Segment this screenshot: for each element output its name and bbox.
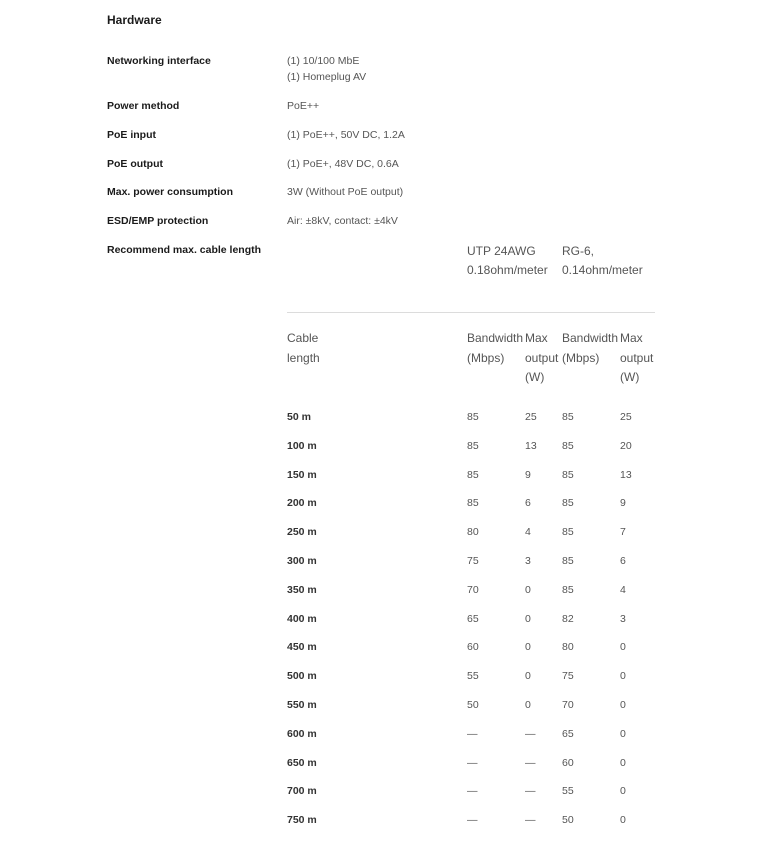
spec-value-esd-protection: Air: ±8kV, contact: ±4kV	[287, 215, 398, 227]
row-rg6-output: 7	[620, 526, 626, 538]
row-rg6-output: 0	[620, 641, 626, 653]
row-utp-output: 9	[525, 469, 531, 481]
row-rg6-bandwidth: 70	[562, 699, 574, 711]
group-utp-line2: 0.18ohm/meter	[467, 263, 548, 277]
row-rg6-output: 13	[620, 469, 632, 481]
row-utp-bandwidth: 85	[467, 497, 479, 509]
row-length: 550 m	[287, 699, 317, 711]
row-rg6-bandwidth: 60	[562, 757, 574, 769]
section-title: Hardware	[107, 13, 162, 27]
row-utp-bandwidth: 50	[467, 699, 479, 711]
row-rg6-output: 3	[620, 613, 626, 625]
row-rg6-bandwidth: 50	[562, 814, 574, 826]
row-utp-output: 0	[525, 641, 531, 653]
row-rg6-bandwidth: 82	[562, 613, 574, 625]
row-utp-bandwidth: 75	[467, 555, 479, 567]
row-utp-output: 25	[525, 411, 537, 423]
col-header-utp-bandwidth-2: (Mbps)	[467, 351, 505, 365]
row-utp-bandwidth: 80	[467, 526, 479, 538]
row-utp-bandwidth: —	[467, 757, 478, 769]
row-utp-output: —	[525, 757, 536, 769]
col-header-utp-output-2: output	[525, 351, 559, 365]
row-length: 650 m	[287, 757, 317, 769]
spec-value-max-power: 3W (Without PoE output)	[287, 186, 404, 198]
row-utp-output: 4	[525, 526, 531, 538]
row-rg6-bandwidth: 85	[562, 526, 574, 538]
row-rg6-output: 0	[620, 785, 626, 797]
row-utp-output: 0	[525, 699, 531, 711]
row-length: 600 m	[287, 728, 317, 740]
row-utp-output: —	[525, 814, 536, 826]
row-length: 50 m	[287, 411, 311, 423]
row-rg6-output: 9	[620, 497, 626, 509]
row-rg6-output: 4	[620, 584, 626, 596]
col-header-rg6-bandwidth-2: (Mbps)	[562, 351, 600, 365]
spec-label-max-power: Max. power consumption	[107, 186, 234, 198]
row-utp-bandwidth: —	[467, 728, 478, 740]
row-length: 250 m	[287, 526, 317, 538]
spec-label-cable-length: Recommend max. cable length	[107, 244, 262, 256]
row-utp-output: 13	[525, 440, 537, 452]
table-divider	[287, 312, 655, 313]
row-utp-bandwidth: 55	[467, 670, 479, 682]
row-rg6-output: 0	[620, 757, 626, 769]
row-utp-output: 6	[525, 497, 531, 509]
spec-value-poe-output: (1) PoE+, 48V DC, 0.6A	[287, 158, 399, 170]
spec-value-networking-interface-1: (1) 10/100 MbE	[287, 55, 360, 67]
col-header-utp-output-3: (W)	[525, 370, 545, 384]
row-rg6-output: 25	[620, 411, 632, 423]
row-utp-output: 0	[525, 584, 531, 596]
row-rg6-bandwidth: 65	[562, 728, 574, 740]
row-utp-bandwidth: 65	[467, 613, 479, 625]
row-rg6-output: 0	[620, 670, 626, 682]
group-utp-line1: UTP 24AWG	[467, 244, 536, 258]
group-rg6-line2: 0.14ohm/meter	[562, 263, 643, 277]
spec-label-poe-output: PoE output	[107, 158, 163, 170]
row-utp-output: 0	[525, 613, 531, 625]
row-rg6-bandwidth: 75	[562, 670, 574, 682]
group-rg6-line1: RG-6,	[562, 244, 595, 258]
row-utp-bandwidth: 70	[467, 584, 479, 596]
row-utp-bandwidth: 85	[467, 411, 479, 423]
row-utp-bandwidth: —	[467, 814, 478, 826]
spec-label-esd-protection: ESD/EMP protection	[107, 215, 209, 227]
row-length: 700 m	[287, 785, 317, 797]
row-rg6-output: 20	[620, 440, 632, 452]
row-utp-output: 0	[525, 670, 531, 682]
row-rg6-output: 6	[620, 555, 626, 567]
spec-label-power-method: Power method	[107, 100, 180, 112]
row-rg6-bandwidth: 80	[562, 641, 574, 653]
row-length: 300 m	[287, 555, 317, 567]
row-length: 150 m	[287, 469, 317, 481]
row-rg6-bandwidth: 85	[562, 469, 574, 481]
row-length: 400 m	[287, 613, 317, 625]
row-rg6-bandwidth: 85	[562, 584, 574, 596]
col-header-rg6-bandwidth-1: Bandwidth	[562, 331, 619, 345]
row-utp-output: —	[525, 728, 536, 740]
row-rg6-bandwidth: 85	[562, 411, 574, 423]
row-utp-bandwidth: 85	[467, 440, 479, 452]
row-utp-bandwidth: 60	[467, 641, 479, 653]
spec-label-poe-input: PoE input	[107, 129, 156, 141]
row-rg6-output: 0	[620, 814, 626, 826]
spec-value-power-method: PoE++	[287, 100, 320, 112]
col-header-rg6-output-1: Max	[620, 331, 643, 345]
spec-value-networking-interface-2: (1) Homeplug AV	[287, 71, 367, 83]
col-header-rg6-output-2: output	[620, 351, 654, 365]
row-rg6-bandwidth: 55	[562, 785, 574, 797]
row-length: 450 m	[287, 641, 317, 653]
col-header-utp-bandwidth-1: Bandwidth	[467, 331, 524, 345]
spec-value-poe-input: (1) PoE++, 50V DC, 1.2A	[287, 129, 405, 141]
row-utp-output: —	[525, 785, 536, 797]
row-length: 100 m	[287, 440, 317, 452]
row-length: 750 m	[287, 814, 317, 826]
col-header-rg6-output-3: (W)	[620, 370, 640, 384]
row-rg6-bandwidth: 85	[562, 440, 574, 452]
row-rg6-output: 0	[620, 728, 626, 740]
spec-label-networking-interface: Networking interface	[107, 55, 211, 67]
col-header-length-1: Cable	[287, 331, 319, 345]
col-header-utp-output-1: Max	[525, 331, 548, 345]
row-rg6-bandwidth: 85	[562, 497, 574, 509]
row-rg6-output: 0	[620, 699, 626, 711]
row-length: 500 m	[287, 670, 317, 682]
row-length: 200 m	[287, 497, 317, 509]
row-utp-bandwidth: —	[467, 785, 478, 797]
row-length: 350 m	[287, 584, 317, 596]
row-utp-output: 3	[525, 555, 531, 567]
row-utp-bandwidth: 85	[467, 469, 479, 481]
col-header-length-2: length	[287, 351, 320, 365]
row-rg6-bandwidth: 85	[562, 555, 574, 567]
